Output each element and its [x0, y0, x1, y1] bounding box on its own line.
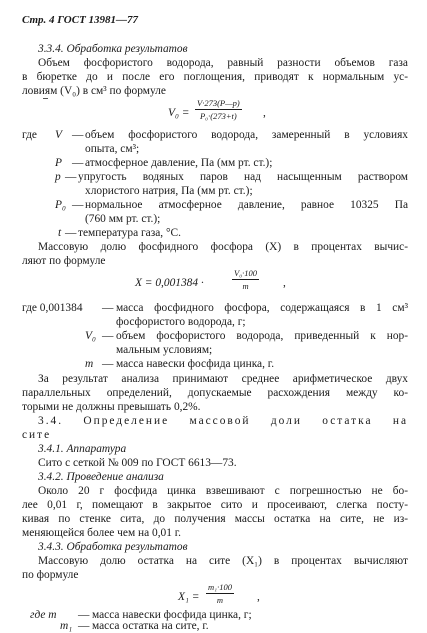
formula-numerator: V·273(P—p) [197, 98, 240, 108]
paragraph-line: Массовую долю фосфидного фосфора (X) в процентах вычис- [38, 241, 408, 253]
paragraph-line: лее 0,01 г, помещают в закрытое сито и просеивают, слегка посту- [22, 499, 408, 511]
def-dash: — [72, 199, 84, 211]
def-text: масса навески фосфида цинка, г. [116, 358, 275, 370]
def-symbol: m₁ [60, 620, 73, 632]
def-text: масса фосфидного фосфора, содержащаяся в 1 см³ [116, 302, 408, 314]
def-dash: — [102, 330, 114, 342]
def-continuation: фосфористого водорода, г; [116, 316, 246, 328]
def-dash: — [78, 620, 90, 632]
def-text: масса остатка на сите, г. [92, 620, 209, 632]
def-symbol: m [85, 358, 94, 370]
paragraph-line: ляют по формуле [22, 255, 106, 267]
def-text: объем фосфористого водорода, замеренный в условиях [85, 129, 408, 141]
def-text: масса навески фосфида цинка, г; [92, 609, 252, 621]
section-heading-3-3-4: 3.3.4. Обработка результатов [38, 43, 188, 55]
def-dash: — [72, 129, 84, 141]
def-symbol: где m [30, 609, 57, 621]
def-dash: — [78, 609, 90, 621]
formula-denominator: m [216, 595, 224, 605]
paragraph-line: ловиям (V₀) в см³ по формуле [22, 85, 166, 97]
paragraph-line: меняющейся более чем на 0,01 г. [22, 527, 182, 539]
subsection-heading: 3.4.2. Проведение анализа [38, 471, 164, 483]
def-dash: — [65, 227, 77, 239]
paragraph-line: Около 20 г фосфида цинка взвешивают с погрешностью не бо- [38, 485, 408, 497]
def-symbol: V [55, 129, 62, 141]
formula-lhs: V₀ = [168, 107, 190, 119]
paragraph-line: Сито с сеткой № 009 по ГОСТ 6613—73. [38, 457, 237, 469]
def-symbol: V₀ [85, 330, 96, 342]
def-dash: — [102, 358, 114, 370]
def-dash: — [72, 157, 84, 169]
formula-fraction [195, 98, 242, 121]
def-text: объем фосфористого водорода, приведенный к нор- [116, 330, 408, 342]
where-label: где [22, 129, 37, 141]
paragraph-line: в бюретке до и после его поглощения, приводят к нормальным ус- [22, 71, 408, 83]
formula-lhs: X₁ = [178, 591, 200, 603]
def-symbol: P [55, 157, 62, 169]
def-symbol: t [58, 227, 62, 239]
def-text: температура газа, °С. [78, 227, 181, 239]
def-symbol: P₀ [55, 199, 66, 211]
scan-mark [43, 98, 48, 99]
formula-denominator: m [242, 281, 249, 291]
def-text: нормальное атмосферное давление, равное 10325 Па [85, 199, 408, 211]
def-symbol: p [55, 171, 61, 183]
paragraph-line: кивая по стенке сита, до получения массы остатка на сите, не из- [22, 513, 408, 525]
def-continuation: хлористого натрия, Па (мм рт. ст.); [85, 185, 253, 197]
section-heading-3-4-cont: сите [22, 429, 52, 441]
paragraph-line: За результат анализа принимают среднее арифметическое двух [38, 373, 408, 385]
def-dash: — [65, 171, 77, 183]
paragraph-line: Объем фосфористого водорода, равный разности объемов газа [38, 57, 408, 69]
def-continuation: (760 мм рт. ст.); [85, 213, 161, 225]
formula-numerator: V₀·100 [234, 268, 258, 278]
formula-lhs: X = 0,001384 · [135, 277, 204, 289]
def-text: атмосферное давление, Па (мм рт. ст.); [85, 157, 273, 169]
formula-comma: , [283, 277, 286, 289]
paragraph-line: параллельных определений, допускаемые расхождения между ко- [22, 387, 408, 399]
def-continuation: опыта, см³; [85, 143, 140, 155]
formula-comma: , [257, 591, 260, 603]
def-continuation: мальным условиям; [116, 344, 213, 356]
formula-comma: , [263, 107, 266, 119]
def-symbol: где 0,001384 [22, 302, 83, 314]
def-text: упругость водяных паров над насыщенным раствором [78, 171, 408, 183]
paragraph-line: торыми не должны превышать 0,2%. [22, 401, 201, 413]
paragraph-line: Массовую долю остатка на сите (X₁) в процентах вычисляют [38, 555, 408, 567]
def-dash: — [102, 302, 114, 314]
subsection-heading: 3.4.1. Аппаратура [38, 443, 127, 455]
subsection-heading: 3.4.3. Обработка результатов [38, 541, 188, 553]
paragraph-line: по формуле [22, 569, 79, 581]
section-heading-3-4: 3.4. Определение массовой доли остатка на [38, 415, 408, 427]
formula-denominator: P₀·(273+t) [199, 111, 237, 121]
formula-numerator: m₁·100 [208, 582, 232, 592]
formula-fraction [232, 268, 259, 291]
page-header: Стр. 4 ГОСТ 13981—77 [22, 14, 139, 26]
formula-fraction [206, 582, 234, 605]
